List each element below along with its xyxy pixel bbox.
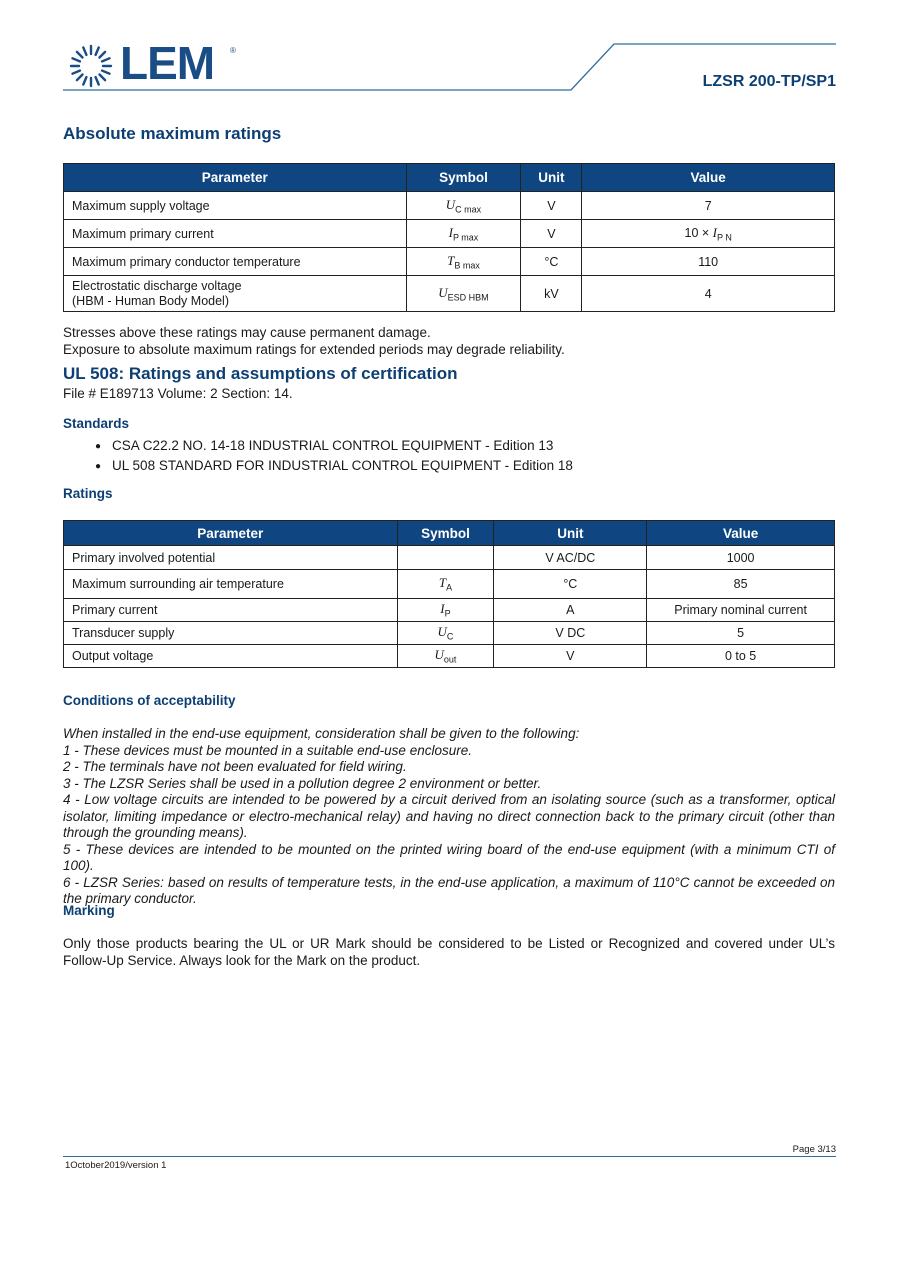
table-header-row	[64, 164, 835, 192]
param-cell: Output voltage	[64, 645, 398, 668]
unit-cell: °C	[521, 248, 582, 276]
symbol-cell: $U_{ESD HBM}$	[406, 276, 521, 312]
list-item: ● UL 508 STANDARD FOR INDUSTRIAL CONTROL EQUIPMENT - Edition 18	[95, 457, 573, 477]
table-row	[64, 645, 835, 668]
value-cell: 7	[582, 192, 835, 220]
condition-item: 3 - The LZSR Series shall be used in a pollution degree 2 environment or better.	[63, 775, 542, 791]
value-cell: 4	[582, 276, 835, 312]
param-cell: Maximum supply voltage	[64, 192, 407, 220]
list-item: ● CSA C22.2 NO. 14-18 INDUSTRIAL CONTROL EQUIPMENT - Edition 13	[95, 437, 573, 457]
symbol-cell: $I_P$	[397, 599, 494, 622]
standards-heading: Standards	[63, 416, 130, 431]
param-cell: Primary involved potential	[64, 546, 398, 570]
symbol-cell: $T_A$	[397, 570, 494, 599]
unit-cell: V	[521, 220, 582, 248]
footer-version: 1October2019/version 1	[65, 1160, 167, 1171]
condition-item: 5 - These devices are intended to be mounted on the printed wiring board of the end-use equipment (with a minimum CTI of 100).	[63, 841, 835, 873]
condition-item: 1 - These devices must be mounted in a suitable end-use enclosure.	[63, 742, 472, 758]
conditions-heading: Conditions of acceptability	[63, 693, 236, 708]
col-header-symbol: Symbol	[406, 164, 521, 192]
col-header-symbol: Symbol	[397, 521, 494, 546]
lem-sun-logo-icon	[68, 43, 114, 89]
lem-logo-text: LEM	[120, 37, 215, 89]
symbol-cell: $U_{out}$	[397, 645, 494, 668]
ratings-table	[63, 520, 835, 668]
condition-intro: When installed in the end-use equipment, consideration shall be given to the following:	[63, 726, 580, 741]
unit-cell: V	[521, 192, 582, 220]
value-cell: 110	[582, 248, 835, 276]
value-cell: 1000	[647, 546, 835, 570]
abs-max-table	[63, 163, 835, 312]
param-cell: Maximum primary conductor temperature	[64, 248, 407, 276]
header	[0, 0, 900, 100]
table-row	[64, 220, 835, 248]
symbol-cell	[397, 546, 494, 570]
col-header-value: Value	[582, 164, 835, 192]
col-header-value: Value	[647, 521, 835, 546]
value-cell: 85	[647, 570, 835, 599]
value-cell: 5	[647, 622, 835, 645]
abs-max-note-2: Exposure to absolute maximum ratings for extended periods may degrade reliability.	[63, 342, 565, 357]
symbol-cell: $U_C$	[397, 622, 494, 645]
table-row	[64, 546, 835, 570]
param-cell: Maximum primary current	[64, 220, 407, 248]
conditions-text	[63, 726, 835, 908]
standards-list	[95, 437, 573, 477]
abs-max-title: Absolute maximum ratings	[63, 124, 282, 143]
condition-item: 4 - Low voltage circuits are intended to be powered by a circuit derived from an isolating source (such as a transformer, optical isolator, limiting impedance or electro-mechanical relay) and having no direct connection back to the primary circuit (other than through the grounding means).	[63, 792, 835, 840]
col-header-parameter: Parameter	[64, 164, 407, 192]
footer-rule	[63, 1156, 836, 1157]
unit-cell: A	[494, 599, 647, 622]
symbol-cell: $I_{P max}$	[406, 220, 521, 248]
param-cell: Primary current	[64, 599, 398, 622]
param-cell: Transducer supply	[64, 622, 398, 645]
marking-heading: Marking	[63, 903, 115, 918]
unit-cell: °C	[494, 570, 647, 599]
table-header-row	[64, 521, 835, 546]
col-header-unit: Unit	[494, 521, 647, 546]
col-header-unit: Unit	[521, 164, 582, 192]
abs-max-note-1: Stresses above these ratings may cause permanent damage.	[63, 325, 431, 340]
value-cell: Primary nominal current	[647, 599, 835, 622]
unit-cell: kV	[521, 276, 582, 312]
table-row	[64, 248, 835, 276]
value-cell: $10 \times I_{P N}$	[582, 220, 835, 248]
condition-item: 2 - The terminals have not been evaluated for field wiring.	[63, 759, 407, 774]
symbol-cell: $T_{B max}$	[406, 248, 521, 276]
value-cell: 0 to 5	[647, 645, 835, 668]
unit-cell: V AC/DC	[494, 546, 647, 570]
table-row	[64, 599, 835, 622]
unit-cell: V DC	[494, 622, 647, 645]
ratings-heading: Ratings	[63, 486, 113, 501]
col-header-parameter: Parameter	[64, 521, 398, 546]
marking-text: Only those products bearing the UL or UR Mark should be considered to be Listed or Recognized and covered under UL’s Follow-Up Service. Always look for the Mark on the product.	[63, 936, 835, 968]
param-cell: Maximum surrounding air temperature	[64, 570, 398, 599]
param-cell: Electrostatic discharge voltage (HBM - Human Body Model)	[64, 276, 407, 312]
product-name: LZSR 200-TP/SP1	[702, 73, 836, 90]
table-row	[64, 622, 835, 645]
ul-file-number: File # E189713 Volume: 2 Section: 14.	[63, 386, 293, 401]
table-row	[64, 276, 835, 312]
unit-cell: V	[494, 645, 647, 668]
condition-item: 6 - LZSR Series: based on results of temperature tests, in the end-use application, a maximum of 110°C cannot be exceeded on the primary conductor.	[63, 874, 835, 906]
registered-mark: ®	[230, 46, 236, 55]
footer-page-number: Page 3/13	[792, 1144, 836, 1155]
table-row	[64, 192, 835, 220]
ul-title: UL 508: Ratings and assumptions of certification	[63, 364, 458, 383]
symbol-cell: $U_{C max}$	[406, 192, 521, 220]
table-row	[64, 570, 835, 599]
